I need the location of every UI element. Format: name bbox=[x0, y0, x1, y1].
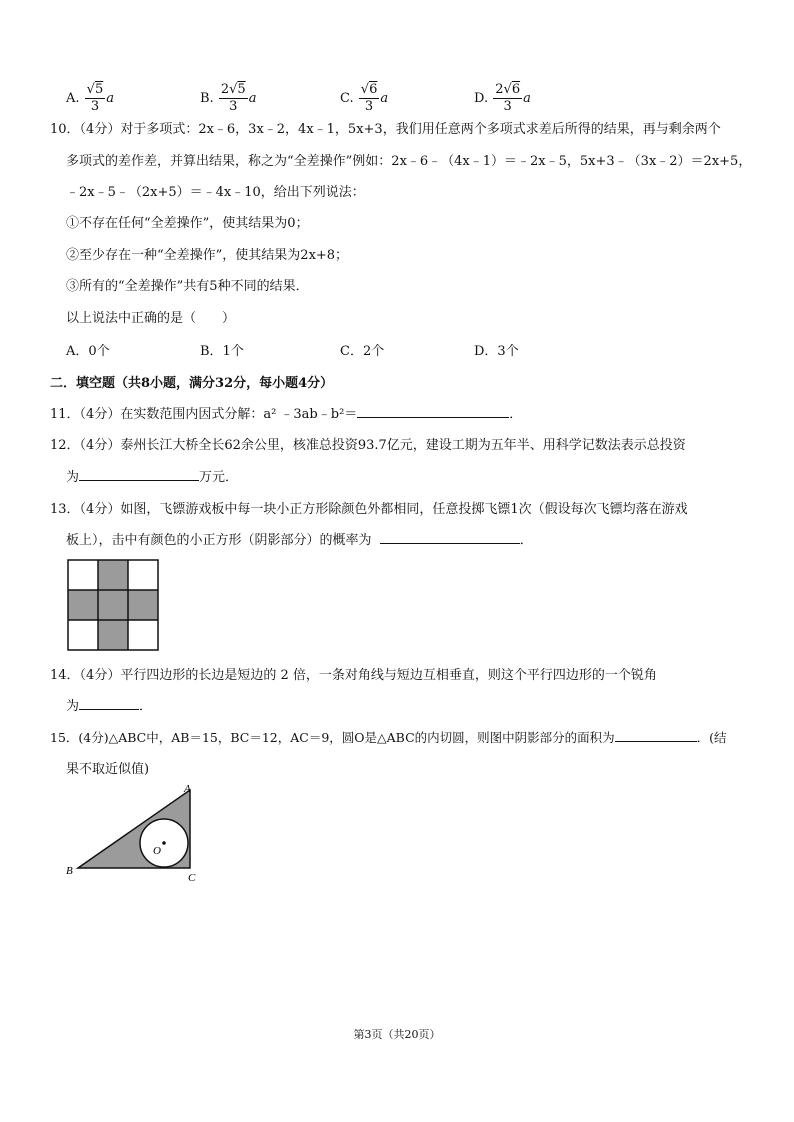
section-2-heading: 二．填空题（共8小题，满分32分，每小题4分） bbox=[50, 376, 334, 391]
q14-line2: 为 ． bbox=[66, 695, 152, 714]
q12-line2: 为 万元． bbox=[66, 466, 238, 485]
q10-statement-3: ③所有的“全差操作”共有5种不同的结果． bbox=[66, 279, 309, 294]
q10-line3: ﹣2x﹣5﹣（2x+5）＝﹣4x﹣10，给出下列说法： bbox=[66, 185, 365, 200]
q13-line2: 板上），击中有颜色的小正方形（阴影部分）的概率为 ． bbox=[66, 529, 533, 548]
q9-option-b: B. $\frac{2√5}{3}$ a bbox=[200, 82, 257, 114]
q9-option-c: C. $\frac{√6}{3}$ a bbox=[340, 82, 389, 114]
q10-line1: 10．（4分）对于多项式：2x﹣6，3x﹣2，4x﹣1，5x+3，我们用任意两个多项式求差后所得的结果，再与剩余两个 bbox=[50, 122, 721, 137]
q12-blank bbox=[79, 466, 199, 481]
q11: 11．（4分）在实数范围内因式分解：a² ﹣3ab﹣b²＝ ． bbox=[50, 403, 522, 422]
q15-line2: 果不取近似值) bbox=[66, 762, 150, 777]
dart-square-shaded bbox=[98, 560, 128, 590]
q14-line1: 14．（4分）平行四边形的长边是短边的 2 倍，一条对角线与短边互相垂直，则这个平行四边形的一个锐角 bbox=[50, 668, 657, 683]
vertex-label-b: B bbox=[66, 865, 73, 877]
q15-blank bbox=[615, 727, 697, 742]
dart-square-shaded bbox=[98, 590, 128, 620]
q10-line2: 多项式的差作差，并算出结果，称之为“全差操作”例如：2x﹣6﹣（4x﹣1）＝﹣2x﹣5，5x+3﹣（3x﹣2）＝2x+5， bbox=[66, 154, 752, 169]
q12-line1: 12．（4分）泰州长江大桥全长62余公里，核准总投资93.7亿元，建设工期为五年半、用科学记数法表示总投资 bbox=[50, 438, 686, 453]
q13-line1: 13．（4分）如图，飞镖游戏板中每一块小正方形除颜色外都相同，任意投掷飞镖1次（假设每次飞镖均落在游戏 bbox=[50, 502, 688, 517]
vertex-label-a: A bbox=[184, 783, 191, 795]
q14-blank bbox=[79, 695, 139, 710]
dart-square-shaded bbox=[68, 590, 98, 620]
q10-option-c: C．2个 bbox=[340, 344, 385, 359]
center-label-o: O bbox=[153, 845, 161, 857]
dartboard-figure bbox=[66, 558, 160, 652]
dart-square-shaded bbox=[98, 620, 128, 650]
q9-option-d: D. $\frac{2√6}{3}$ a bbox=[474, 82, 531, 114]
q11-blank bbox=[357, 403, 509, 418]
q13-blank bbox=[380, 529, 520, 544]
dart-square-shaded bbox=[128, 590, 158, 620]
q10-option-b: B．1个 bbox=[200, 344, 244, 359]
center-point-o bbox=[162, 841, 166, 845]
q10-option-d: D．3个 bbox=[474, 344, 519, 359]
q9-option-a: A. $\frac{√5}{3}$ a bbox=[66, 82, 115, 114]
triangle-incircle-figure bbox=[62, 780, 212, 885]
q10-statement-1: ①不存在任何“全差操作”，使其结果为0； bbox=[66, 216, 309, 231]
q10-statement-2: ②至少存在一种“全差操作”，使其结果为2x+8； bbox=[66, 248, 349, 263]
q15-line1: 15．(4分)△ABC中，AB＝15，BC＝12，AC＝9，圆O是△ABC的内切圆，则图中阴影部分的面积为 ．(结 bbox=[50, 727, 727, 746]
q10-stem: 以上说法中正确的是（ ） bbox=[66, 311, 236, 326]
q10-option-a: A．0个 bbox=[66, 344, 110, 359]
page-footer: 第3页（共20页） bbox=[353, 1028, 441, 1041]
vertex-label-c: C bbox=[188, 872, 196, 884]
